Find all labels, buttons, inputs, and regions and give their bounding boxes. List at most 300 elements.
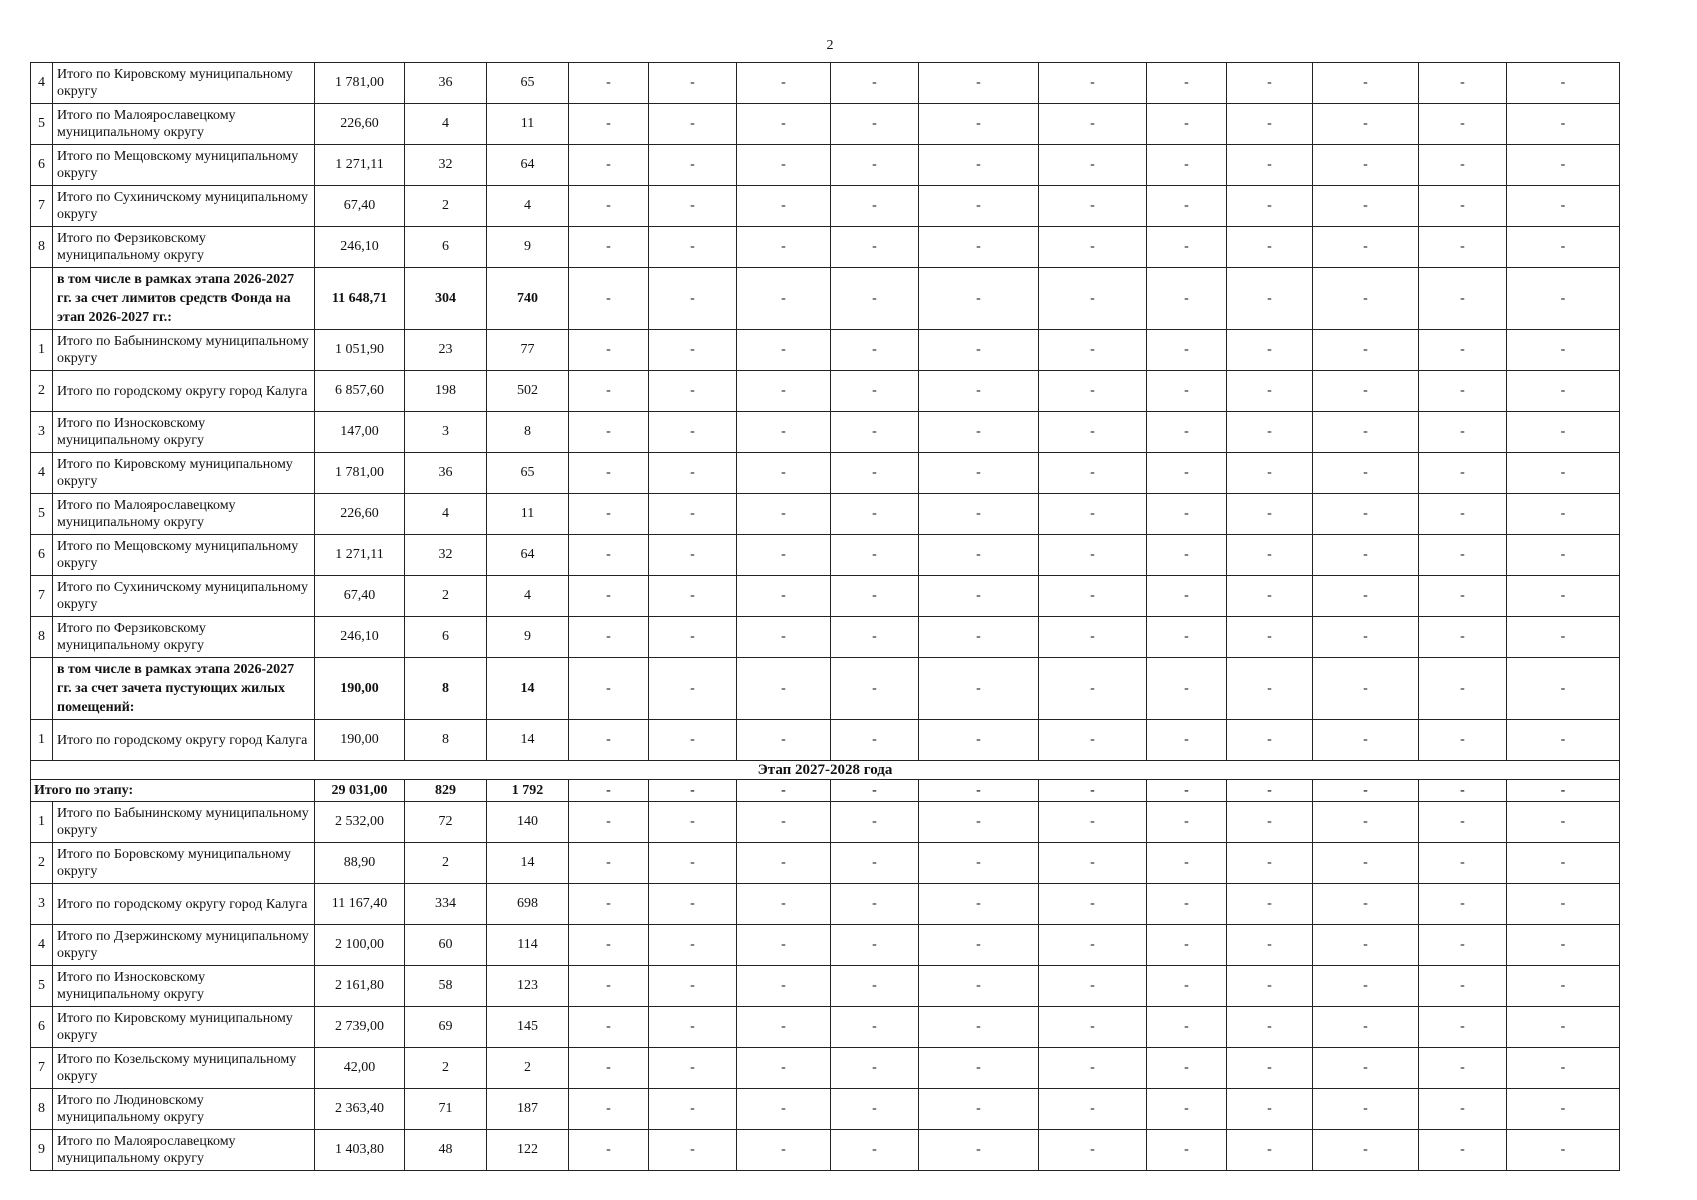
dash-cell: - — [919, 104, 1039, 145]
dash-cell: - — [919, 802, 1039, 843]
table-row — [31, 535, 1620, 576]
dash-cell: - — [1227, 104, 1313, 145]
dash-cell: - — [1227, 535, 1313, 576]
dash-cell: - — [1507, 145, 1620, 186]
subtotal-row — [31, 658, 1620, 720]
dash-cell: - — [1507, 658, 1620, 720]
dash-cell: - — [1227, 412, 1313, 453]
dash-cell: - — [831, 966, 919, 1007]
dash-cell: - — [1227, 658, 1313, 720]
dash-cell: - — [649, 617, 737, 658]
dash-cell: - — [831, 371, 919, 412]
dash-cell: - — [737, 1089, 831, 1130]
dash-cell: - — [1147, 1130, 1227, 1171]
row-number: 1 — [31, 720, 53, 761]
dash-cell: - — [1507, 1007, 1620, 1048]
row-name: Итого по Боровскому муниципальному округу — [53, 843, 315, 884]
dash-cell: - — [1039, 780, 1147, 802]
dash-cell: - — [1227, 145, 1313, 186]
dash-cell: - — [919, 720, 1039, 761]
dash-cell: - — [1039, 330, 1147, 371]
table-row — [31, 966, 1620, 1007]
dash-cell: - — [1313, 1007, 1419, 1048]
dash-cell: - — [831, 617, 919, 658]
dash-cell: - — [919, 884, 1039, 925]
dash-cell: - — [1419, 1130, 1507, 1171]
dash-cell: - — [919, 63, 1039, 104]
dash-cell: - — [569, 145, 649, 186]
count-value: 32 — [405, 535, 487, 576]
dash-cell: - — [1147, 1007, 1227, 1048]
area-value: 190,00 — [315, 720, 405, 761]
dash-cell: - — [1039, 268, 1147, 330]
dash-cell: - — [1313, 720, 1419, 761]
subtotal-row — [31, 268, 1620, 330]
dash-cell: - — [1419, 330, 1507, 371]
dash-cell: - — [649, 1007, 737, 1048]
dash-cell: - — [737, 884, 831, 925]
row-number: 3 — [31, 412, 53, 453]
dash-cell: - — [1313, 412, 1419, 453]
table-row — [31, 227, 1620, 268]
dash-cell: - — [1507, 966, 1620, 1007]
dash-cell: - — [919, 617, 1039, 658]
dash-cell: - — [737, 617, 831, 658]
dash-cell: - — [1147, 371, 1227, 412]
dash-cell: - — [1227, 453, 1313, 494]
dash-cell: - — [1147, 330, 1227, 371]
dash-cell: - — [737, 966, 831, 1007]
table-row — [31, 186, 1620, 227]
dash-cell: - — [831, 104, 919, 145]
table-row — [31, 453, 1620, 494]
table-row — [31, 1007, 1620, 1048]
count-value: 2 — [405, 576, 487, 617]
dash-cell: - — [919, 843, 1039, 884]
dash-cell: - — [1039, 576, 1147, 617]
count-value: 4 — [405, 104, 487, 145]
table-row — [31, 371, 1620, 412]
dash-cell: - — [1313, 1048, 1419, 1089]
table-row — [31, 925, 1620, 966]
dash-cell: - — [1419, 802, 1507, 843]
area-value: 246,10 — [315, 617, 405, 658]
dash-cell: - — [1419, 884, 1507, 925]
dash-cell: - — [1227, 843, 1313, 884]
persons-value: 11 — [487, 494, 569, 535]
dash-cell: - — [737, 802, 831, 843]
dash-cell: - — [1313, 227, 1419, 268]
dash-cell: - — [569, 104, 649, 145]
dash-cell: - — [1227, 966, 1313, 1007]
table-row — [31, 1130, 1620, 1171]
dash-cell: - — [569, 412, 649, 453]
dash-cell: - — [1147, 145, 1227, 186]
dash-cell: - — [1039, 453, 1147, 494]
dash-cell: - — [1227, 186, 1313, 227]
row-number: 9 — [31, 1130, 53, 1171]
dash-cell: - — [737, 227, 831, 268]
row-name: Итого по Дзержинскому муниципальному округу — [53, 925, 315, 966]
dash-cell: - — [831, 186, 919, 227]
row-number: 8 — [31, 227, 53, 268]
dash-cell: - — [1039, 186, 1147, 227]
dash-cell: - — [737, 1048, 831, 1089]
dash-cell: - — [1507, 371, 1620, 412]
dash-cell: - — [1419, 720, 1507, 761]
row-name: Итого по Бабынинскому муниципальному округу — [53, 330, 315, 371]
row-number: 1 — [31, 802, 53, 843]
dash-cell: - — [919, 1130, 1039, 1171]
count-value: 8 — [405, 720, 487, 761]
row-number: 6 — [31, 145, 53, 186]
row-number: 2 — [31, 843, 53, 884]
persons-value: 77 — [487, 330, 569, 371]
row-number: 2 — [31, 371, 53, 412]
dash-cell: - — [737, 104, 831, 145]
dash-cell: - — [831, 268, 919, 330]
persons-value: 114 — [487, 925, 569, 966]
dash-cell: - — [1313, 453, 1419, 494]
dash-cell: - — [1507, 1048, 1620, 1089]
area-value: 2 739,00 — [315, 1007, 405, 1048]
row-name: Итого по Сухиничскому муниципальному округу — [53, 576, 315, 617]
dash-cell: - — [831, 330, 919, 371]
dash-cell: - — [1419, 268, 1507, 330]
count-value: 8 — [405, 658, 487, 720]
dash-cell: - — [1419, 227, 1507, 268]
dash-cell: - — [569, 1130, 649, 1171]
row-name: Итого по Людиновскому муниципальному округу — [53, 1089, 315, 1130]
dash-cell: - — [1147, 780, 1227, 802]
dash-cell: - — [1419, 63, 1507, 104]
dash-cell: - — [569, 925, 649, 966]
subtotal-label: в том числе в рамках этапа 2026-2027 гг. за счет зачета пустующих жилых помещений: — [53, 658, 315, 720]
dash-cell: - — [1227, 494, 1313, 535]
row-name: Итого по городскому округу город Калуга — [53, 884, 315, 925]
row-name: Итого по городскому округу город Калуга — [53, 720, 315, 761]
dash-cell: - — [1227, 802, 1313, 843]
dash-cell: - — [1419, 535, 1507, 576]
row-name: Итого по Малоярославецкому муниципальному округу — [53, 1130, 315, 1171]
dash-cell: - — [1419, 186, 1507, 227]
dash-cell: - — [1419, 780, 1507, 802]
dash-cell: - — [737, 145, 831, 186]
dash-cell: - — [569, 966, 649, 1007]
dash-cell: - — [649, 268, 737, 330]
dash-cell: - — [1039, 720, 1147, 761]
area-value: 2 161,80 — [315, 966, 405, 1007]
dash-cell: - — [1313, 802, 1419, 843]
count-value: 60 — [405, 925, 487, 966]
dash-cell: - — [1313, 1089, 1419, 1130]
count-value: 2 — [405, 1048, 487, 1089]
dash-cell: - — [919, 780, 1039, 802]
area-value: 1 403,80 — [315, 1130, 405, 1171]
dash-cell: - — [1147, 412, 1227, 453]
dash-cell: - — [1419, 1089, 1507, 1130]
dash-cell: - — [1419, 453, 1507, 494]
area-value: 88,90 — [315, 843, 405, 884]
dash-cell: - — [831, 884, 919, 925]
dash-cell: - — [569, 884, 649, 925]
dash-cell: - — [649, 412, 737, 453]
dash-cell: - — [649, 1089, 737, 1130]
row-number: 5 — [31, 966, 53, 1007]
row-name: Итого по Малоярославецкому муниципальному округу — [53, 104, 315, 145]
dash-cell: - — [1039, 145, 1147, 186]
area-value: 1 781,00 — [315, 453, 405, 494]
dash-cell: - — [649, 1048, 737, 1089]
data-table — [30, 62, 1620, 1171]
dash-cell: - — [1147, 617, 1227, 658]
row-name: Итого по Износковскому муниципальному округу — [53, 966, 315, 1007]
dash-cell: - — [737, 268, 831, 330]
dash-cell: - — [1227, 925, 1313, 966]
dash-cell: - — [1419, 1007, 1507, 1048]
dash-cell: - — [919, 145, 1039, 186]
stage-total-row — [31, 780, 1620, 802]
dash-cell: - — [1227, 63, 1313, 104]
dash-cell: - — [1507, 576, 1620, 617]
stage-title-row — [31, 761, 1620, 780]
row-number: 8 — [31, 1089, 53, 1130]
dash-cell: - — [1419, 617, 1507, 658]
dash-cell: - — [737, 412, 831, 453]
persons-value: 187 — [487, 1089, 569, 1130]
area-value: 1 051,90 — [315, 330, 405, 371]
dash-cell: - — [1147, 268, 1227, 330]
table-row — [31, 145, 1620, 186]
dash-cell: - — [1039, 802, 1147, 843]
count-value: 23 — [405, 330, 487, 371]
table-row — [31, 1089, 1620, 1130]
dash-cell: - — [649, 966, 737, 1007]
dash-cell: - — [1039, 63, 1147, 104]
dash-cell: - — [649, 535, 737, 576]
area-value: 246,10 — [315, 227, 405, 268]
dash-cell: - — [569, 843, 649, 884]
dash-cell: - — [1227, 780, 1313, 802]
row-name: Итого по Ферзиковскому муниципальному округу — [53, 617, 315, 658]
dash-cell: - — [737, 1130, 831, 1171]
dash-cell: - — [919, 925, 1039, 966]
dash-cell: - — [569, 617, 649, 658]
dash-cell: - — [1419, 658, 1507, 720]
dash-cell: - — [1147, 966, 1227, 1007]
dash-cell: - — [1507, 843, 1620, 884]
dash-cell: - — [1313, 617, 1419, 658]
dash-cell: - — [569, 576, 649, 617]
count-value: 198 — [405, 371, 487, 412]
dash-cell: - — [919, 658, 1039, 720]
persons-value: 65 — [487, 453, 569, 494]
dash-cell: - — [649, 884, 737, 925]
dash-cell: - — [1227, 576, 1313, 617]
persons-value: 502 — [487, 371, 569, 412]
count-value: 72 — [405, 802, 487, 843]
dash-cell: - — [1227, 330, 1313, 371]
dash-cell: - — [737, 720, 831, 761]
table-row — [31, 884, 1620, 925]
dash-cell: - — [1039, 966, 1147, 1007]
row-name: Итого по Козельскому муниципальному округу — [53, 1048, 315, 1089]
area-value: 11 167,40 — [315, 884, 405, 925]
dash-cell: - — [831, 494, 919, 535]
count-value: 4 — [405, 494, 487, 535]
persons-value: 145 — [487, 1007, 569, 1048]
dash-cell: - — [1419, 104, 1507, 145]
area-value: 29 031,00 — [315, 780, 405, 802]
area-value: 2 532,00 — [315, 802, 405, 843]
dash-cell: - — [649, 145, 737, 186]
dash-cell: - — [1507, 268, 1620, 330]
dash-cell: - — [1313, 843, 1419, 884]
dash-cell: - — [1227, 268, 1313, 330]
table-row — [31, 1048, 1620, 1089]
area-value: 1 271,11 — [315, 535, 405, 576]
dash-cell: - — [831, 453, 919, 494]
dash-cell: - — [1313, 494, 1419, 535]
dash-cell: - — [1313, 186, 1419, 227]
dash-cell: - — [1507, 1089, 1620, 1130]
dash-cell: - — [1313, 925, 1419, 966]
persons-value: 4 — [487, 576, 569, 617]
dash-cell: - — [1419, 1048, 1507, 1089]
dash-cell: - — [569, 371, 649, 412]
dash-cell: - — [919, 494, 1039, 535]
dash-cell: - — [569, 227, 649, 268]
dash-cell: - — [1147, 453, 1227, 494]
dash-cell: - — [1313, 104, 1419, 145]
dash-cell: - — [1039, 535, 1147, 576]
table-body — [31, 63, 1620, 1171]
persons-value: 740 — [487, 268, 569, 330]
row-name: Итого по Мещовскому муниципальному округу — [53, 535, 315, 576]
dash-cell: - — [569, 268, 649, 330]
dash-cell: - — [737, 535, 831, 576]
persons-value: 64 — [487, 535, 569, 576]
row-number: 5 — [31, 494, 53, 535]
dash-cell: - — [919, 535, 1039, 576]
dash-cell: - — [831, 145, 919, 186]
dash-cell: - — [831, 412, 919, 453]
dash-cell: - — [831, 658, 919, 720]
dash-cell: - — [1507, 925, 1620, 966]
area-value: 11 648,71 — [315, 268, 405, 330]
dash-cell: - — [737, 63, 831, 104]
dash-cell: - — [831, 1130, 919, 1171]
row-name: Итого по Кировскому муниципальному округу — [53, 1007, 315, 1048]
dash-cell: - — [737, 658, 831, 720]
dash-cell: - — [1507, 720, 1620, 761]
row-number: 6 — [31, 535, 53, 576]
dash-cell: - — [1147, 1089, 1227, 1130]
dash-cell: - — [649, 1130, 737, 1171]
dash-cell: - — [1039, 884, 1147, 925]
dash-cell: - — [919, 1007, 1039, 1048]
dash-cell: - — [1039, 925, 1147, 966]
page-number: 2 — [826, 38, 834, 53]
dash-cell: - — [1313, 576, 1419, 617]
dash-cell: - — [737, 925, 831, 966]
table-row — [31, 412, 1620, 453]
dash-cell: - — [1039, 1048, 1147, 1089]
persons-value: 123 — [487, 966, 569, 1007]
dash-cell: - — [1313, 884, 1419, 925]
table-row — [31, 63, 1620, 104]
dash-cell: - — [1227, 1130, 1313, 1171]
dash-cell: - — [1419, 371, 1507, 412]
dash-cell: - — [1147, 535, 1227, 576]
stage-total-label: Итого по этапу: — [31, 780, 315, 802]
dash-cell: - — [569, 63, 649, 104]
dash-cell: - — [1313, 145, 1419, 186]
row-number: 4 — [31, 63, 53, 104]
persons-value: 1 792 — [487, 780, 569, 802]
dash-cell: - — [649, 720, 737, 761]
row-number: 1 — [31, 330, 53, 371]
dash-cell: - — [1313, 371, 1419, 412]
dash-cell: - — [1227, 884, 1313, 925]
dash-cell: - — [919, 1048, 1039, 1089]
dash-cell: - — [1313, 658, 1419, 720]
dash-cell: - — [1039, 104, 1147, 145]
persons-value: 122 — [487, 1130, 569, 1171]
count-value: 3 — [405, 412, 487, 453]
row-number: 6 — [31, 1007, 53, 1048]
row-name: Итого по Сухиничскому муниципальному округу — [53, 186, 315, 227]
dash-cell: - — [737, 576, 831, 617]
dash-cell: - — [1039, 1130, 1147, 1171]
dash-cell: - — [1227, 720, 1313, 761]
dash-cell: - — [649, 658, 737, 720]
dash-cell: - — [831, 1089, 919, 1130]
dash-cell: - — [1507, 330, 1620, 371]
dash-cell: - — [1507, 535, 1620, 576]
area-value: 2 100,00 — [315, 925, 405, 966]
dash-cell: - — [831, 925, 919, 966]
row-number: 4 — [31, 925, 53, 966]
dash-cell: - — [1419, 576, 1507, 617]
count-value: 36 — [405, 453, 487, 494]
persons-value: 2 — [487, 1048, 569, 1089]
dash-cell: - — [919, 371, 1039, 412]
area-value: 190,00 — [315, 658, 405, 720]
dash-cell: - — [1507, 780, 1620, 802]
dash-cell: - — [1039, 617, 1147, 658]
dash-cell: - — [1419, 412, 1507, 453]
dash-cell: - — [1507, 186, 1620, 227]
count-value: 6 — [405, 617, 487, 658]
row-number: 7 — [31, 186, 53, 227]
dash-cell: - — [1227, 1089, 1313, 1130]
dash-cell: - — [1507, 494, 1620, 535]
dash-cell: - — [831, 843, 919, 884]
persons-value: 140 — [487, 802, 569, 843]
persons-value: 11 — [487, 104, 569, 145]
dash-cell: - — [737, 780, 831, 802]
subtotal-label: в том числе в рамках этапа 2026-2027 гг. за счет лимитов средств Фонда на этап 2026-2027 гг.: — [53, 268, 315, 330]
dash-cell: - — [569, 453, 649, 494]
dash-cell: - — [569, 186, 649, 227]
dash-cell: - — [1039, 658, 1147, 720]
dash-cell: - — [831, 802, 919, 843]
area-value: 1 271,11 — [315, 145, 405, 186]
dash-cell: - — [737, 843, 831, 884]
dash-cell: - — [831, 780, 919, 802]
dash-cell: - — [1039, 1089, 1147, 1130]
